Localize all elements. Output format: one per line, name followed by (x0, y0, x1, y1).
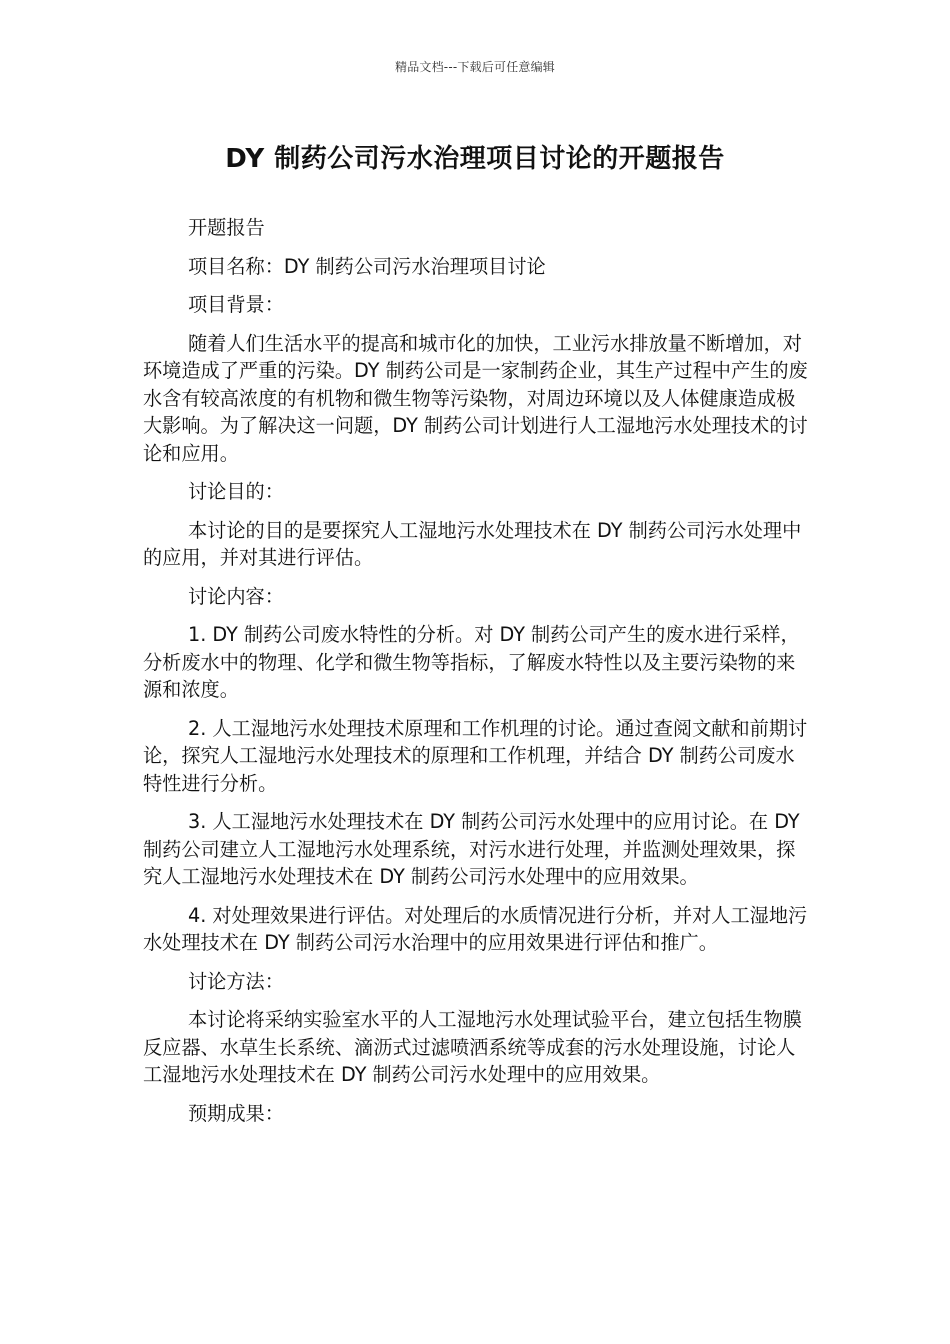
paragraph-method-text: 本讨论将采纳实验室水平的人工湿地污水处理试验平台，建立包括生物膜反应器、水草生长系统、滴沥式过滤喷洒系统等成套的污水处理设施，讨论人工湿地污水处理技术在 DY 制药公司污水处理中的应用效果。 (143, 1008, 802, 1086)
heading-method: 讨论方法： (188, 969, 284, 993)
paragraph-content-item-4: 4. 对处理效果进行评估。对处理后的水质情况进行分析，并对人工湿地污水处理技术在 DY 制药公司污水治理中的应用效果进行评估和推广。 (143, 903, 808, 954)
paragraph-purpose-text: 本讨论的目的是要探究人工湿地污水处理技术在 DY 制药公司污水处理中的应用，并对其进行评估。 (143, 518, 802, 569)
heading-project-background: 项目背景： (188, 293, 284, 316)
heading-purpose: 讨论目的： (188, 480, 284, 503)
paragraph-content-item-2: 2. 人工湿地污水处理技术原理和工作机理的讨论。通过查阅文献和前期讨论，探究人工湿地污水处理技术的原理和工作机理，并结合 DY 制药公司废水特性进行分析。 (143, 716, 808, 795)
paragraph-background-text: 随着人们生活水平的提高和城市化的加快，工业污水排放量不断增加，对环境造成了严重的污染。DY 制药公司是一家制药企业，其生产过程中产生的废水含有较高浓度的有机物和微生物等污染物，对周边环境以及人体健康造成极大影响。为了解决这一问题，DY 制药公司计划进行人工湿地污水处理技术的讨论和应用。 (143, 331, 808, 465)
heading-content: 讨论内容： (188, 584, 284, 608)
paragraph-report-label: 开题报告 (188, 216, 265, 239)
document-body (143, 214, 811, 1138)
paragraph-project-name: 项目名称：DY 制药公司污水治理项目讨论 (188, 254, 546, 278)
paragraph-content-item-3: 3. 人工湿地污水处理技术在 DY 制药公司污水处理中的应用讨论。在 DY 制药公司建立人工湿地污水处理系统，对污水进行处理，并监测处理效果，探究人工湿地污水处理技术在 DY 制药公司污水处理中的应用效果。 (143, 810, 800, 888)
heading-expected-results: 预期成果： (188, 1101, 284, 1125)
document-title: DY 制药公司污水治理项目讨论的开题报告 (225, 144, 725, 174)
page-header: 精品文档---下载后可任意编辑 (395, 60, 555, 74)
paragraph-content-item-1: 1. DY 制药公司废水特性的分析。对 DY 制药公司产生的废水进行采样，分析废水中的物理、化学和微生物等指标，了解废水特性以及主要污染物的来源和浓度。 (143, 623, 800, 701)
